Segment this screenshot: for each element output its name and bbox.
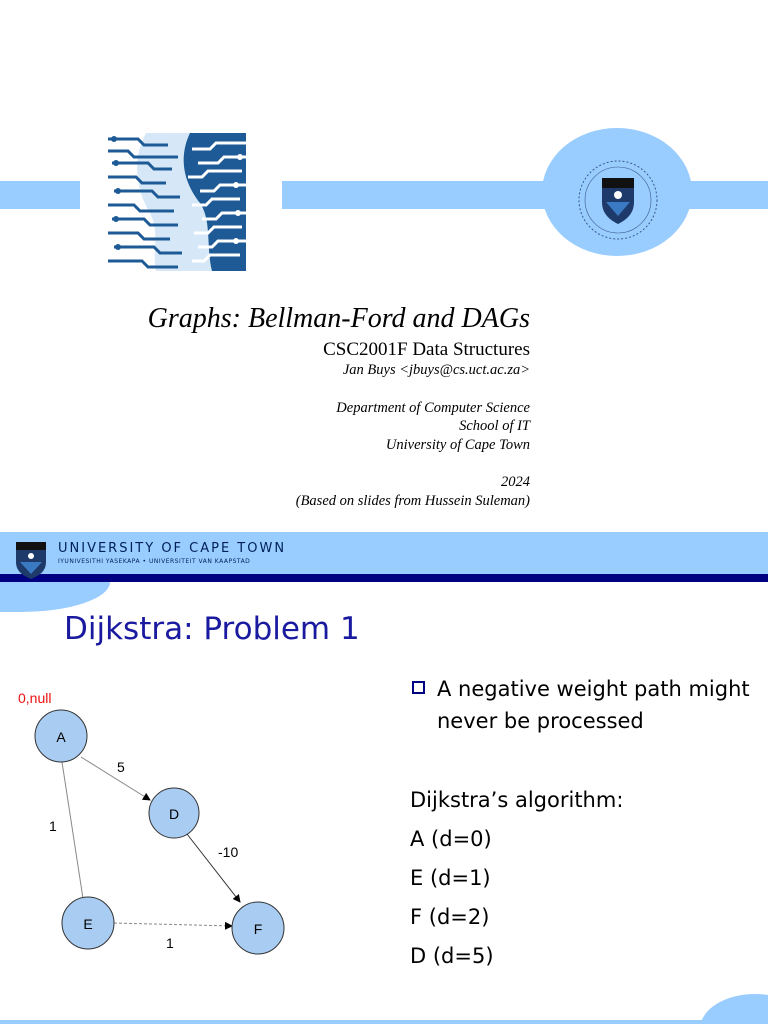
bullet-marker bbox=[412, 681, 425, 694]
uct-crest-icon bbox=[14, 540, 48, 580]
edge-a-e bbox=[62, 762, 84, 905]
header-navy-line bbox=[0, 574, 768, 582]
graph-diagram bbox=[0, 672, 320, 972]
presentation-title: Graphs: Bellman-Ford and DAGs bbox=[147, 303, 530, 334]
node-f-label: F bbox=[253, 921, 263, 937]
edge-a-d bbox=[81, 757, 150, 800]
course-name: CSC2001F Data Structures bbox=[323, 339, 530, 360]
algorithm-step: F (d=2) bbox=[410, 905, 490, 929]
edge-d-f-weight: -10 bbox=[218, 844, 239, 860]
node-d-label: D bbox=[168, 806, 180, 822]
school-line: School of IT bbox=[459, 418, 530, 434]
slide-divider bbox=[0, 520, 768, 532]
algorithm-step: A (d=0) bbox=[410, 827, 492, 851]
algorithm-heading: Dijkstra’s algorithm: bbox=[410, 788, 624, 812]
year-line: 2024 bbox=[501, 474, 530, 490]
edge-a-d-weight: 5 bbox=[117, 759, 125, 775]
edge-e-f-weight: 1 bbox=[166, 935, 174, 951]
department-line: Department of Computer Science bbox=[336, 400, 530, 416]
bullet-text: A negative weight path might never be processed bbox=[437, 677, 750, 733]
university-subtitle-header: IYUNIVESITHI YASEKAPA • UNIVERSITEIT VAN KAAPSTAD bbox=[58, 558, 251, 565]
university-line: University of Cape Town bbox=[385, 437, 530, 453]
content-slide bbox=[0, 532, 768, 1024]
node-e-label: E bbox=[83, 916, 93, 932]
author-line: Jan Buys <jbuys@cs.uct.ac.za> bbox=[342, 362, 530, 378]
edge-a-e-weight: 1 bbox=[49, 818, 57, 834]
footer-ellipse bbox=[700, 994, 768, 1024]
decorative-band-left bbox=[0, 181, 80, 209]
footer-band bbox=[0, 1020, 768, 1024]
credit-line: (Based on slides from Hussein Suleman) bbox=[295, 493, 530, 509]
slide-title: Dijkstra: Problem 1 bbox=[64, 611, 360, 647]
start-annotation: 0,null bbox=[18, 690, 52, 706]
edge-e-f bbox=[114, 923, 232, 926]
algorithm-step: D (d=5) bbox=[410, 944, 494, 968]
university-seal-icon bbox=[576, 158, 660, 242]
decorative-band-right bbox=[282, 181, 768, 209]
circuit-art-logo bbox=[108, 133, 246, 271]
node-a-label: A bbox=[56, 729, 66, 745]
algorithm-step: E (d=1) bbox=[410, 866, 491, 890]
university-name-header: UNIVERSITY OF CAPE TOWN bbox=[58, 541, 287, 556]
